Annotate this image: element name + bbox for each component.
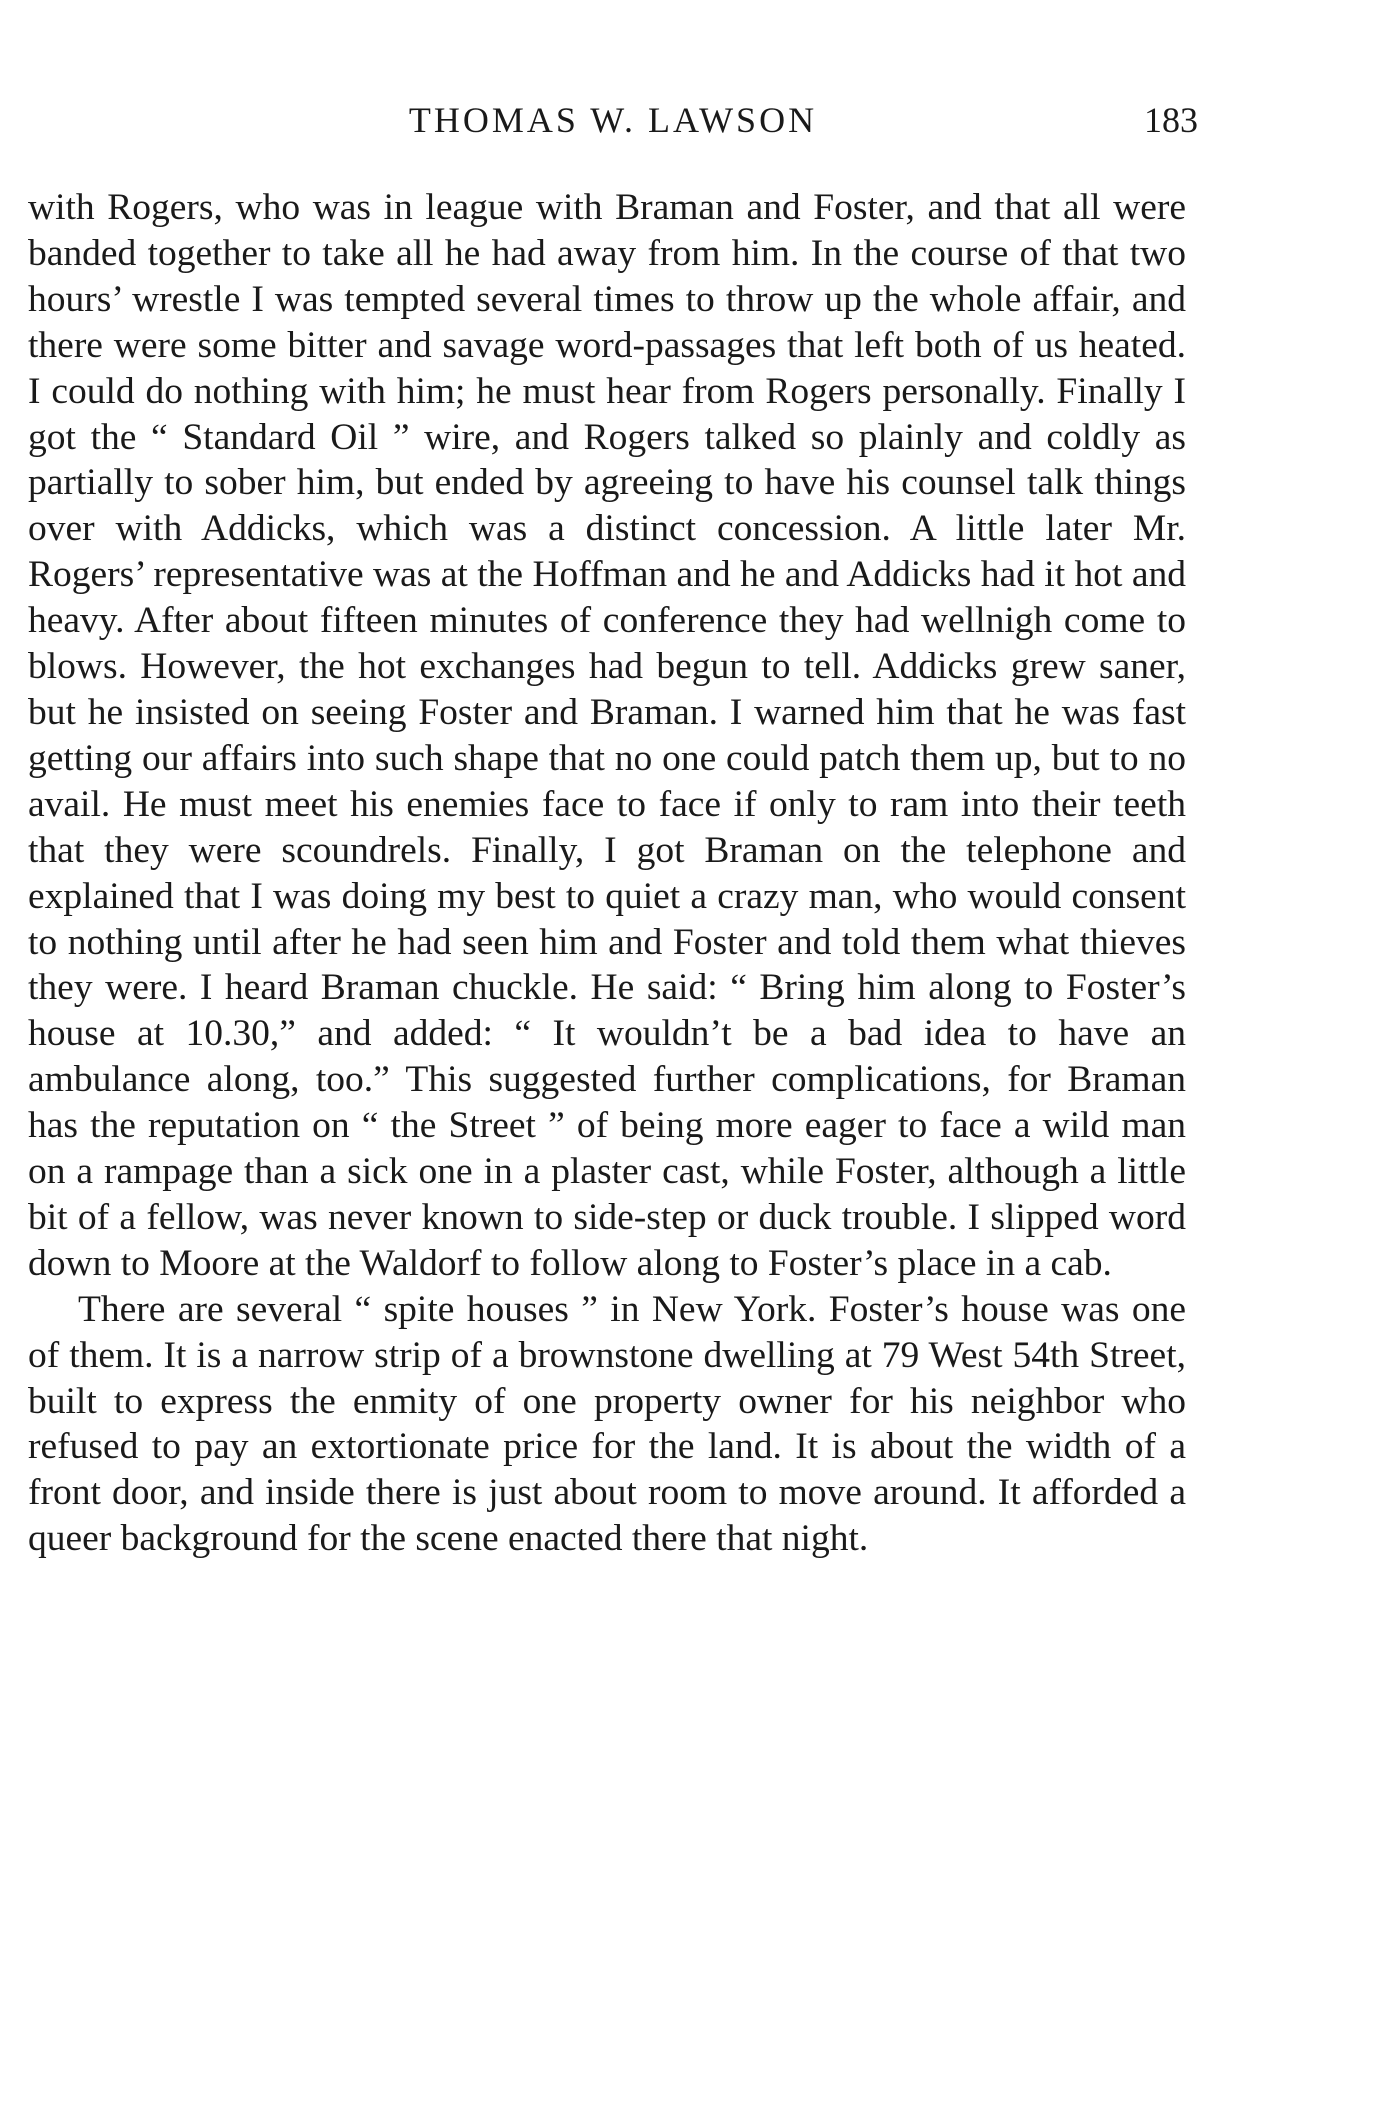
running-title: THOMAS W. LAWSON xyxy=(408,100,818,140)
page-number: 183 xyxy=(1144,100,1198,140)
paragraph-continued: with Rogers, who was in league with Braman and Foster, and that all were banded together to take all he had away from him. In the course of that two hours’ wrestle I was tempted several times to throw up the whole affair, and there were some bitter and savage word-passages that left both of us heated. I could do nothing with him; he must hear from Rogers personally. Finally I got the “ Standard Oil ” wire, and Rogers talked so plainly and coldly as partially to sober him, but ended by agreeing to have his counsel talk things over with Addicks, which was a distinct concession. A little later Mr. Rogers’ representative was at the Hoffman and he and Addicks had it hot and heavy. After about fifteen minutes of conference they had wellnigh come to blows. However, the hot exchanges had begun to tell. Addicks grew saner, but he insisted on seeing Foster and Braman. I warned him that he was fast getting our affairs into such shape that no one could patch them up, but to no avail. He must meet his enemies face to face if only to ram into their teeth that they were scoundrels. Finally, I got Braman on the telephone and explained that I was doing my best to quiet a crazy man, who would consent to nothing until after he had seen him and Foster and told them what thieves they were. I heard Braman chuckle. He said: “ Bring him along to Foster’s house at 10.30,” and added: “ It wouldn’t be a bad idea to have an ambulance along, too.” This suggested further complications, for Braman has the reputation on “ the Street ” of being more eager to face a wild man on a rampage than a sick one in a plaster cast, while Foster, although a little bit of a fellow, was never known to side-step or duck trouble. I slipped word down to Moore at the Waldorf to follow along to Foster’s place in a cab. xyxy=(28,187,1186,1284)
paragraph-spite-houses: There are several “ spite houses ” in New York. Foster’s house was one of them. It is a narrow strip of a brownstone dwelling at 79 West 54th Street, built to express the enmity of one property owner for his neighbor who refused to pay an extortionate price for the land. It is about the width of a front door, and inside there is just about room to move around. It afforded a queer background for the scene enacted there that night. xyxy=(28,1288,1186,1560)
running-header xyxy=(28,92,1198,148)
body-text xyxy=(28,185,1186,1562)
